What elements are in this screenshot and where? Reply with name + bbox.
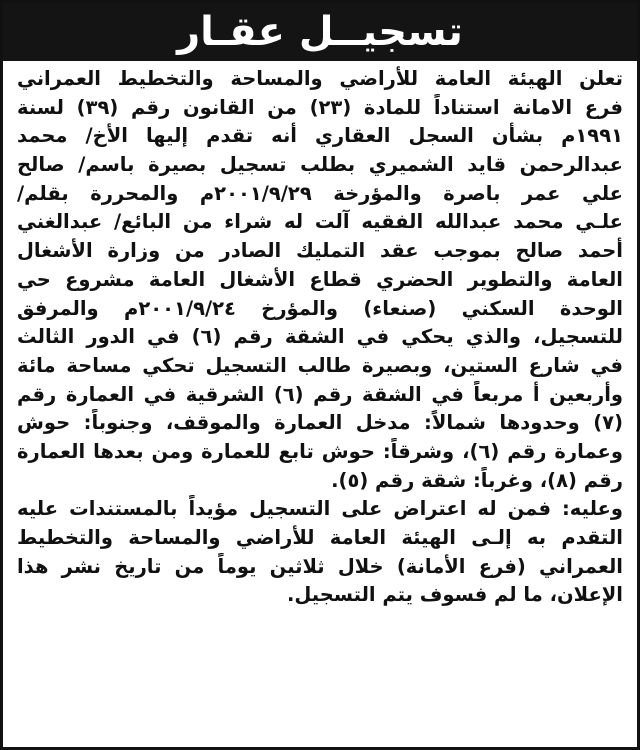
- notice-body: [17, 65, 623, 610]
- notice-line: أحمد صالح بموجب عقد التمليك الصادر من وزارة الأشغال: [17, 239, 623, 263]
- notice-line: رقم (٨)، وغرباً: شقة رقم (٥).: [331, 468, 623, 492]
- notice-header-banner: [3, 3, 637, 61]
- notice-line: العامة والتطوير الحضري قطاع الأشغال العامة مشروع حي: [17, 267, 623, 291]
- notice-line: الوحدة السكني (صنعاء) والمؤرخ ٢٠٠١/٩/٢٤م والمرفق: [17, 296, 623, 320]
- notice-line: التقدم به إلـى الهيئة العامة للأراضي والمساحة والتخطيط: [17, 526, 623, 549]
- notice-line: ١٩٩١م بشأن السجل العقاري أنه تقدم إليها الأخ/ محمد: [17, 124, 623, 148]
- notice-line: تعلن الهيئة العامة للأراضي والمساحة والتخطيط العمراني: [17, 67, 623, 90]
- notice-line: للتسجيل، والذي يحكي في الشقة رقم (٦) في الدور الثالث: [17, 325, 623, 349]
- notice-line: علي عمر باصرة والمؤرخة ٢٠٠١/٩/٢٩م والمحررة بقلم/: [17, 181, 623, 205]
- notice-line: وعليه: فمن له اعتراض على التسجيل مؤيداً بالمستندات عليه: [17, 497, 623, 521]
- notice-line: (٧) وحدودها شمالاً: مدخل العمارة والموقف، وجنوباً: حوش: [17, 411, 623, 435]
- notice-line: فرع الامانة استناداً للمادة (٢٣) من القانون رقم (٣٩) لسنة: [17, 95, 623, 119]
- notice-title: تسجيــل عقـار: [177, 9, 463, 55]
- notice-line: العمراني (فرع الأمانة) خلال ثلاثين يوماً من تاريخ نشر هذا: [17, 554, 623, 578]
- notice-line: الإعلان، ما لم فسوف يتم التسجيل.: [286, 583, 623, 607]
- notice-line: في شارع الستين، وبصيرة طالب التسجيل تحكي مساحة مائة: [17, 353, 623, 377]
- notice-line: علـي محمد عبدالله الفقيه آلت له شراء من البائع/ عبدالغني: [17, 210, 623, 234]
- notice-line: وأربعين أ مربعاً في الشقة رقم (٦) الشرقية في العمارة رقم: [17, 382, 623, 406]
- notice-line: وعمارة رقم (٦)، وشرقاً: حوش تابع للعمارة ومن بعدها العمارة: [17, 439, 623, 463]
- notice-line: عبدالرحمن قايد الشميري بطلب تسجيل بصيرة باسم/ صالح: [17, 153, 623, 177]
